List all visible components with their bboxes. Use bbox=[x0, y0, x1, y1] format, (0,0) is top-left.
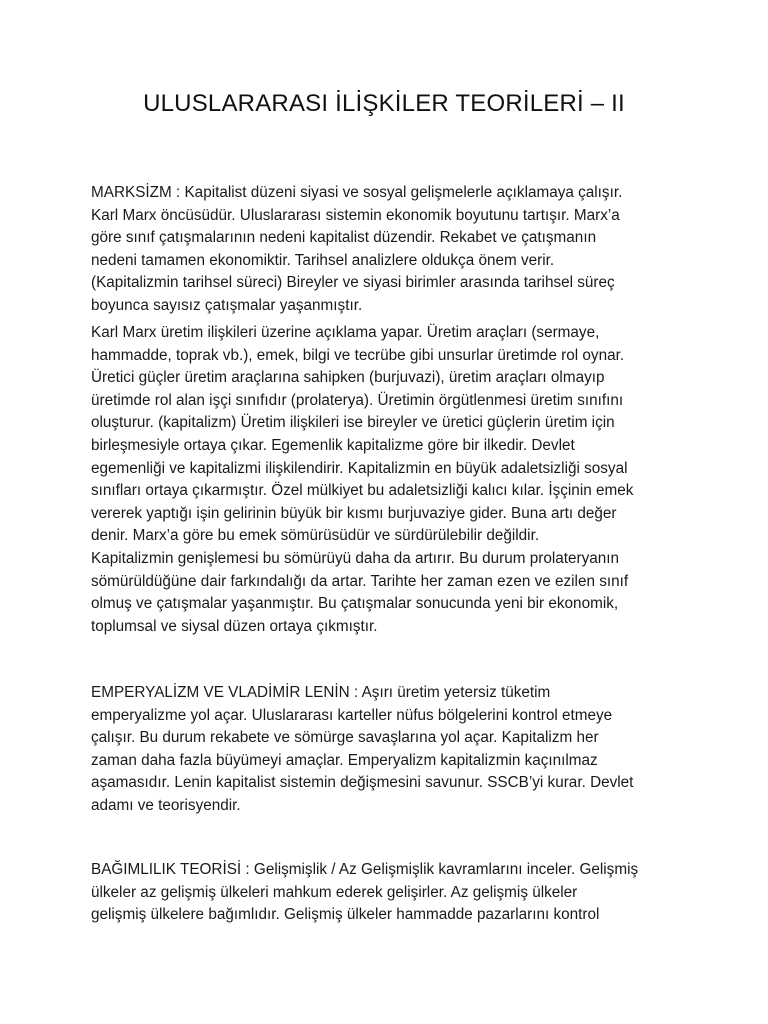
text-line: Karl Marx üretim ilişkileri üzerine açıklama yapar. Üretim araçları (sermaye, bbox=[91, 324, 600, 341]
text-line: BAĞIMLILIK TEORİSİ : Gelişmişlik / Az Gelişmişlik kavramlarını inceler. Gelişmiş bbox=[91, 861, 639, 878]
text-line: EMPERYALİZM VE VLADİMİR LENİN : Aşırı üretim yetersiz tüketim bbox=[91, 684, 551, 701]
text-line: adamı ve teorisyendir. bbox=[91, 796, 241, 814]
text-line: boyunca sayısız çatışmalar yaşanmıştır. bbox=[91, 296, 363, 314]
text-line: zaman daha fazla büyümeyi amaçlar. Emperyalizm kapitalizmin kaçınılmaz bbox=[91, 751, 598, 769]
paragraph-marksizm bbox=[91, 182, 691, 318]
text-line: hammadde, toprak vb.), emek, bilgi ve tecrübe gibi unsurlar üretimde rol oynar. bbox=[91, 346, 625, 364]
text-line: gelişmiş ülkelere bağımlıdır. Gelişmiş ülkeler hammadde pazarlarını kontrol bbox=[91, 906, 600, 924]
text-line: nedeni tamamen ekonomiktir. Tarihsel analizlere oldukça önem verir. bbox=[91, 251, 555, 269]
text-line: aşamasıdır. Lenin kapitalist sistemin değişmesini savunur. SSCB’yi kurar. Devlet bbox=[91, 774, 634, 792]
text-line: ülkeler az gelişmiş ülkeleri mahkum ederek gelişirler. Az gelişmiş ülkeler bbox=[91, 883, 578, 901]
document-title: ULUSLARARASI İLİŞKİLER TEORİLERİ – II bbox=[143, 90, 625, 117]
text-line: (Kapitalizmin tarihsel süreci) Bireyler ve siyasi birimler arasında tarihsel süreç bbox=[91, 274, 615, 292]
paragraph-karl-marx bbox=[91, 322, 691, 638]
text-line: göre sınıf çatışmalarının nedeni kapitalist düzendir. Rekabet ve çatışmanın bbox=[91, 229, 597, 247]
paragraph-bagimlilik bbox=[91, 859, 691, 927]
text-line: olmuş ve çatışmalar yaşanmıştır. Bu çatışmalar sonucunda yeni bir ekonomik, bbox=[91, 595, 619, 613]
text-line: denir. Marx’a göre bu emek sömürüsüdür ve sürdürülebilir değildir. bbox=[91, 527, 540, 545]
text-line: emperyalizme yol açar. Uluslararası karteller nüfus bölgelerini kontrol etmeye bbox=[91, 706, 613, 724]
text-line: çalışır. Bu durum rekabete ve sömürge savaşlarına yol açar. Kapitalizm her bbox=[91, 729, 599, 747]
text-line: Üretici güçler üretim araçlarına sahipken (burjuvazi), üretim araçları olmayıp bbox=[91, 369, 605, 387]
text-line: Kapitalizmin genişlemesi bu sömürüyü daha da artırır. Bu durum prolateryanın bbox=[91, 549, 620, 567]
text-line: oluşturur. (kapitalizm) Üretim ilişkileri ise bireyler ve üretici güçlerin üretim için bbox=[91, 414, 615, 432]
text-line: sömürüldüğüne dair farkındalığı da artar. Tarihte her zaman ezen ve ezilen sınıf bbox=[91, 572, 629, 590]
text-line: egemenliği ve kapitalizmi ilişkilendirir. Kapitalizmin en büyük adaletsizliği sosyal bbox=[91, 459, 628, 477]
text-line: vererek yaptığı işin gelirinin büyük bir kısmı burjuvaziye gider. Buna artı değer bbox=[91, 504, 617, 522]
text-line: üretimde rol alan işçi sınıfıdır (prolaterya). Üretimin örgütlenmesi üretim sınıfını bbox=[91, 391, 624, 409]
text-line: Karl Marx öncüsüdür. Uluslararası sistemin ekonomik boyutunu tartışır. Marx’a bbox=[91, 206, 620, 224]
text-line: MARKSİZM : Kapitalist düzeni siyasi ve sosyal gelişmelerle açıklamaya çalışır. bbox=[91, 184, 623, 201]
text-line: birleşmesiyle ortaya çıkar. Egemenlik kapitalizme göre bir ilkedir. Devlet bbox=[91, 436, 575, 454]
text-line: toplumsal ve siysal düzen ortaya çıkmıştır. bbox=[91, 617, 378, 635]
paragraph-emperyalizm bbox=[91, 682, 691, 818]
text-line: sınıfları ortaya çıkarmıştır. Özel mülkiyet bu adaletsizliği kalıcı kılar. İşçinin emek bbox=[91, 482, 634, 500]
